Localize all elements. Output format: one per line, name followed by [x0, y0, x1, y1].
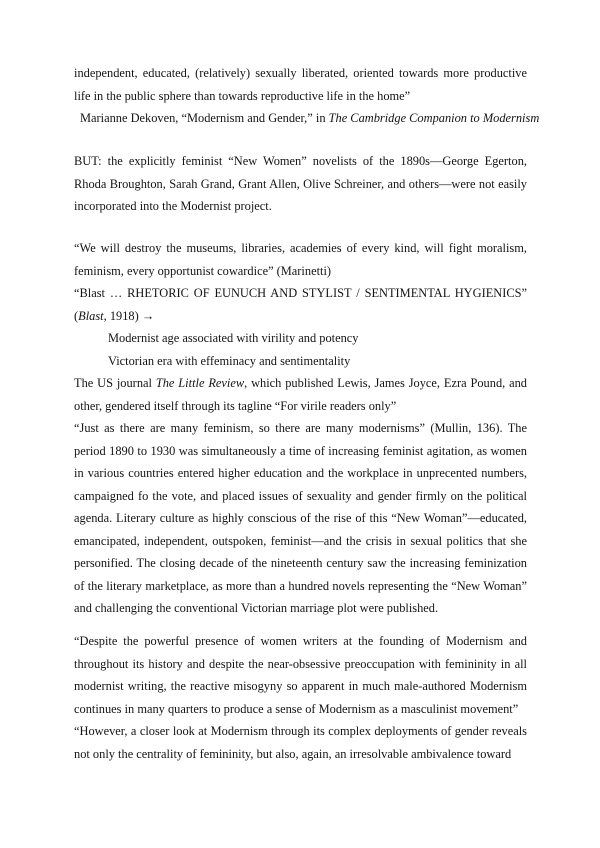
little-review-title: The Little Review	[155, 376, 245, 390]
little-review-prefix: The US journal	[74, 376, 156, 390]
attribution-prefix: Marianne Dekoven, “Modernism and Gender,” in	[80, 111, 329, 125]
quote-continuation: independent, educated, (relatively) sexually liberated, oriented towards more productive life in the public sphere than towards reproductive life in the home”	[74, 66, 527, 103]
modernisms-block	[74, 417, 527, 620]
little-review-paragraph	[74, 372, 527, 417]
marinetti-quote: “We will destroy the museums, libraries, academies of every kind, will fight moralism, feminism, every opportunist cowardice” (Marinetti)	[74, 241, 527, 278]
blast-title: Blast	[78, 308, 104, 323]
mullin-paragraph: “Just as there are many feminism, so there are many modernisms” (Mullin, 136). The period 1890 to 1930 was simultaneously a time of increasing feminist agitation, as women in various countries entered higher education and the workplace in unprecented numbers, campaigned fo the vote, and placed issues of sexuality and gender firmly on the political agenda. Literary culture as highly conscious of the rise of this “New Woman”—educated, emancipated, independent, outspoken, feminist—and the crisis in sexual politics that she personified. The closing decade of the nineteenth century saw the increasing feminization of the literary marketplace, as more than a hundred novels representing the “New Woman” and challenging the conventional Victorian marriage plot were published.	[74, 421, 527, 615]
blast-suffix: , 1918) →	[103, 308, 155, 323]
attribution-book-title: The Cambridge Companion to Modernism	[328, 111, 540, 125]
new-women-block	[74, 150, 527, 218]
blast-text: “Blast … RHETORIC OF EUNUCH AND STYLIST / SENTIMENTAL HYGIENICS” (	[74, 286, 527, 323]
however-quote: “However, a closer look at Modernism through its complex deployments of gender reveals not only the centrality of femininity, but also, again, an irresolvable ambivalence toward	[74, 724, 527, 761]
little-review-suffix: , which published Lewis, James Joyce, Ezra Pound, and other, gendered itself through its tagline “For virile readers only”	[74, 376, 527, 413]
despite-quote: “Despite the powerful presence of women writers at the founding of Modernism and throughout its history and despite the near-obsessive preoccupation with femininity in all modernist writing, the reactive misogyny so apparent in much male-authored Modernism continues in many quarters to produce a sense of Modernism as a masculinist movement”	[74, 634, 527, 716]
note-victorian-era: Victorian era with effeminacy and sentimentality	[108, 353, 351, 368]
blast-quote	[74, 282, 527, 327]
manifesto-block	[74, 237, 527, 417]
quote-block	[74, 62, 540, 130]
note-modernist-age: Modernist age associated with virility and potency	[108, 331, 359, 345]
misogyny-block	[74, 630, 527, 765]
new-women-paragraph: BUT: the explicitly feminist “New Women” novelists of the 1890s—George Egerton, Rhoda Broughton, Sarah Grand, Grant Allen, Olive Schreiner, and others—were not easily incorporated into the Modernist project.	[74, 154, 527, 213]
quote-attribution	[74, 107, 540, 130]
